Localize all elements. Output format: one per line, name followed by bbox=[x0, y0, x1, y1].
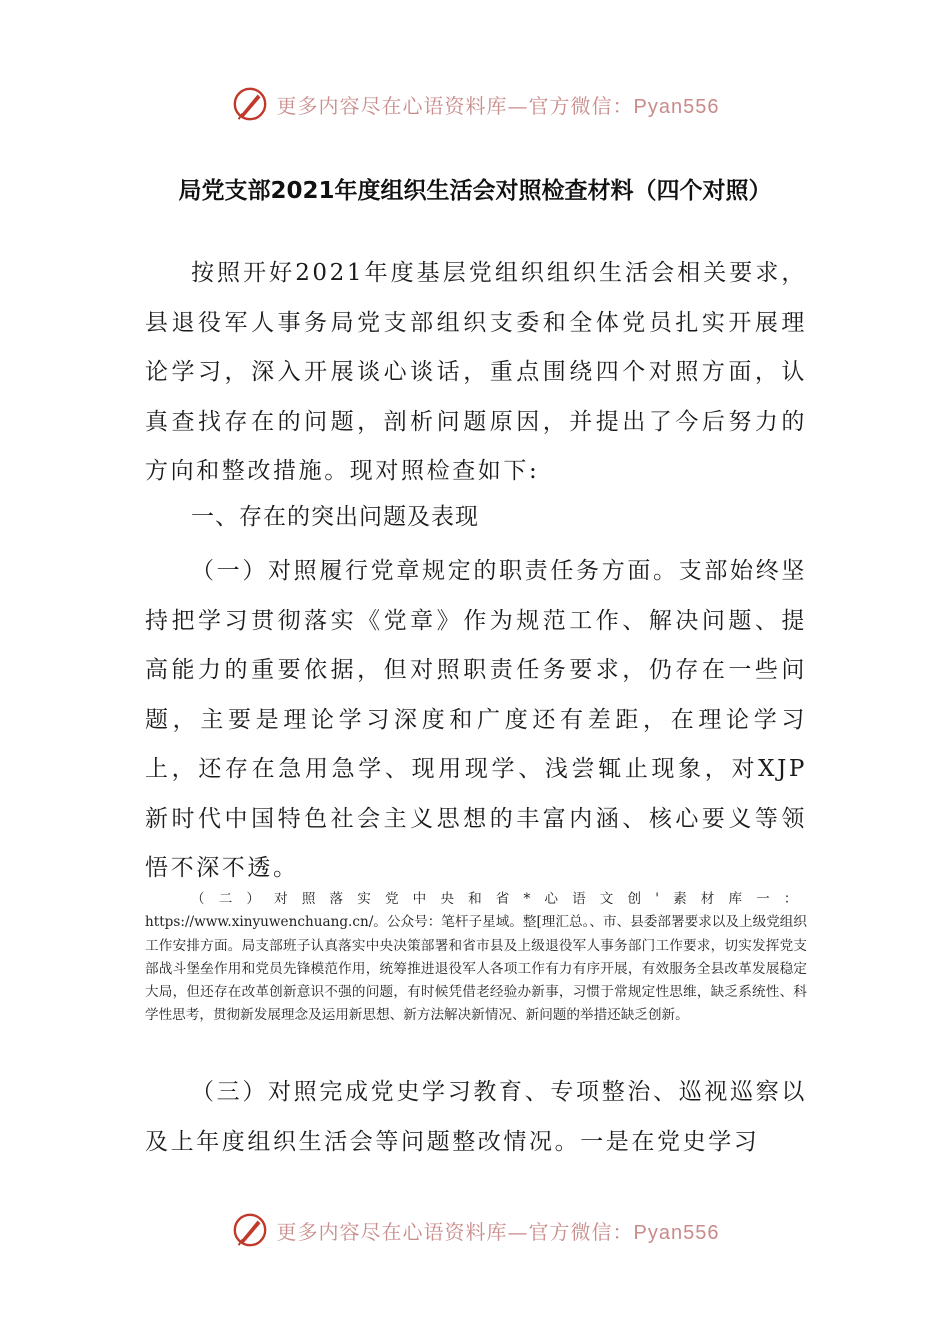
banner-text: 更多内容尽在心语资料库—官方微信：Pyan556 bbox=[276, 1219, 720, 1244]
wechat-id: Pyan556 bbox=[633, 1221, 720, 1244]
section-heading: 一、存在的突出问题及表现 bbox=[191, 504, 479, 530]
banner-text: 更多内容尽在心语资料库—官方微信：Pyan556 bbox=[276, 93, 720, 118]
item-three-paragraph: （三）对照完成党史学习教育、专项整治、巡视巡察以及上年度组织生活会等问题整改情况。一是在党史学习 bbox=[145, 1079, 807, 1155]
item-two-paragraph bbox=[145, 888, 807, 1028]
wechat-id: Pyan556 bbox=[633, 95, 720, 118]
header-banner bbox=[0, 82, 950, 126]
quill-pen-logo-icon bbox=[231, 85, 269, 123]
footer-banner bbox=[0, 1208, 950, 1252]
quill-pen-logo-icon bbox=[231, 1211, 269, 1249]
item-one-paragraph: （一）对照履行党章规定的职责任务方面。支部始终坚持把学习贯彻落实《党章》作为规范工作、解决问题、提高能力的重要依据，但对照职责任务要求，仍存在一些问题，主要是理论学习深度和广度还有差距，在理论学习上，还存在急用急学、现用现学、浅尝辄止现象，对XJP新时代中国特色社会主义思想的丰富内涵、核心要义等领悟不深不透。 bbox=[145, 558, 807, 881]
item-two-lead: （二）对照落实党中央和省*心语文创'素材库一： bbox=[191, 891, 807, 907]
item-two-body: https://www.xinyuwenchuang.cn/。公众号：笔杆子星域。整[理汇总。、市、县委部署要求以及上级党组织工作安排方面。局支部班子认真落实中央决策部署和省市县及上级退役军人事务部门工作要求，切实发挥党支部战斗堡垒作用和党员先锋模范作用，统筹推进退役军人各项工作有力有序开展，有效服务全县改革发展稳定大局，但还存在改革创新意识不强的问题，有时候凭借老经验办新事，习惯于常规定性思维，缺乏系统性、科学性思考，贯彻新发展理念及运用新思想、新方法解决新情况、新问题的举措还缺乏创新。 bbox=[145, 914, 807, 1024]
document-title: 局党支部2021年度组织生活会对照检查材料（四个对照） bbox=[178, 178, 772, 204]
intro-paragraph: 按照开好2021年度基层党组织组织生活会相关要求，县退役军人事务局党支部组织支委和全体党员扎实开展理论学习，深入开展谈心谈话，重点围绕四个对照方面，认真查找存在的问题，剖析问题原因，并提出了今后努力的方向和整改措施。现对照检查如下: bbox=[145, 260, 807, 484]
